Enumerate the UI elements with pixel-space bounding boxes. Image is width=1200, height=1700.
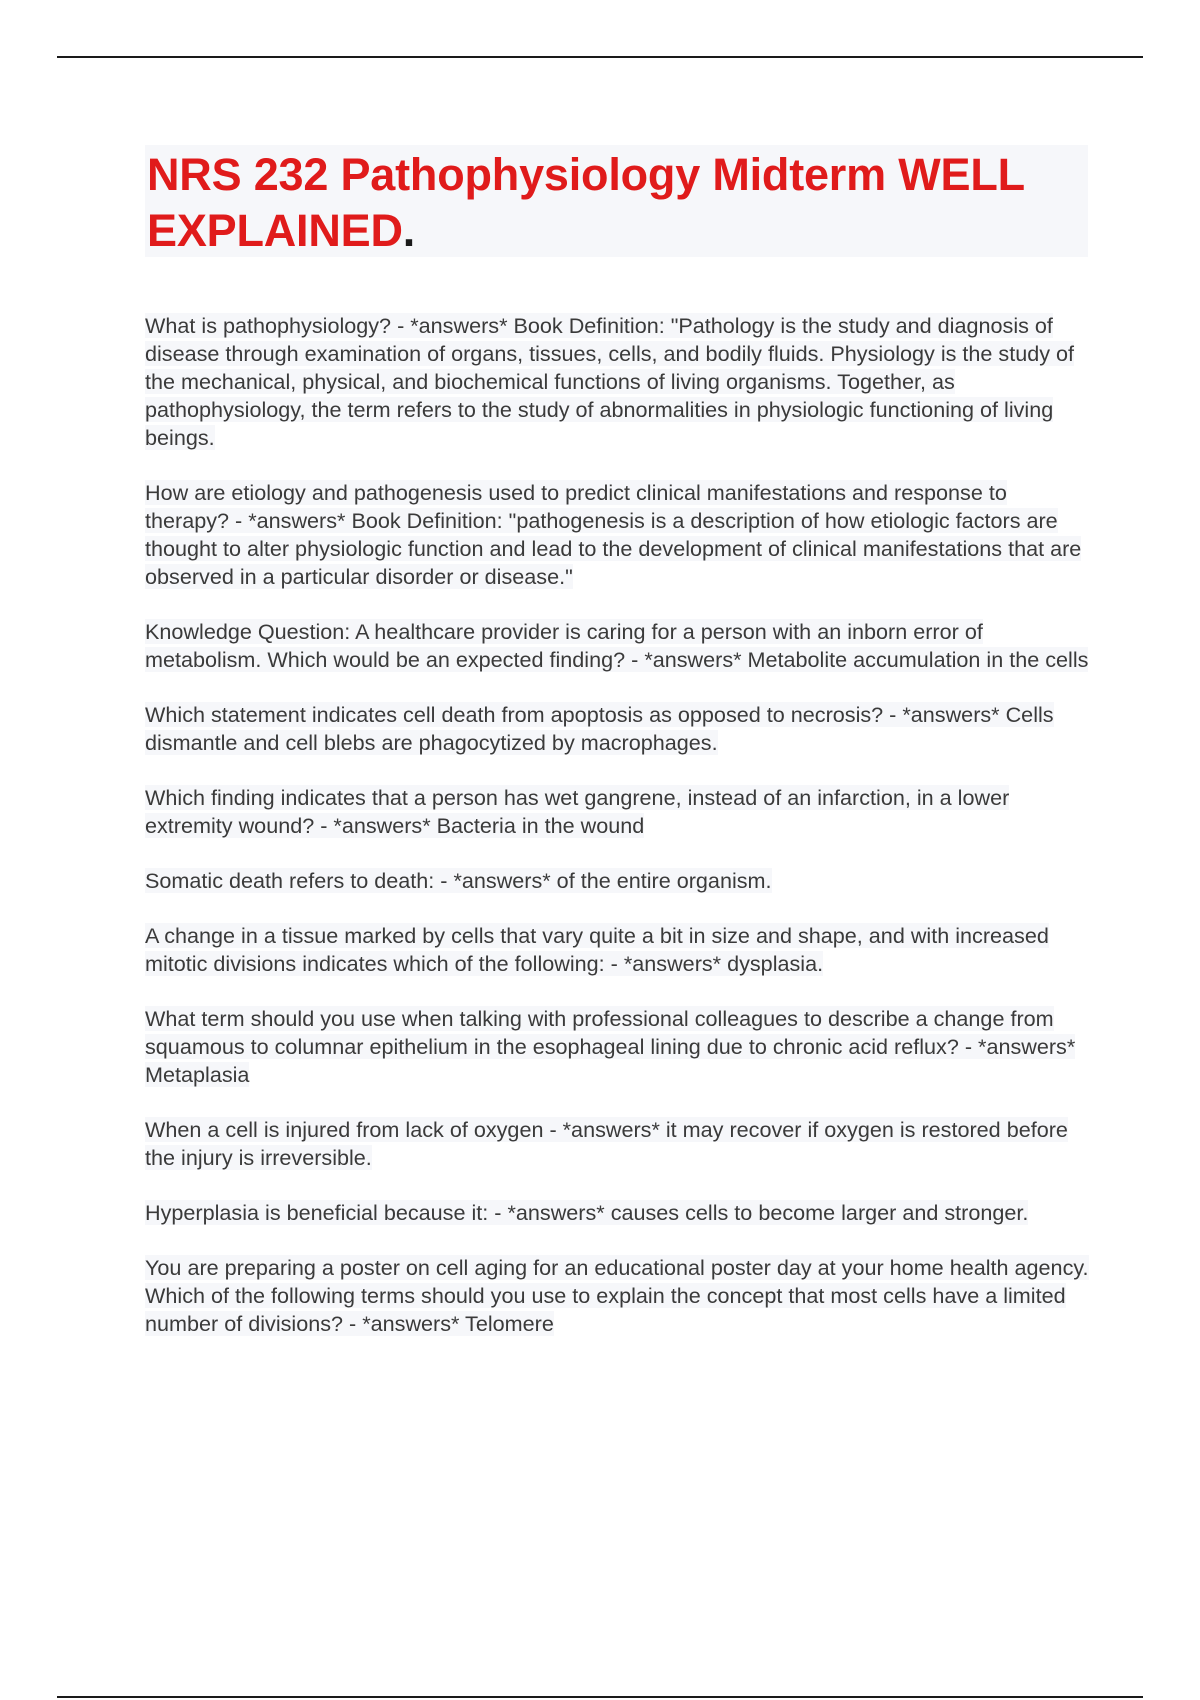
document-title-text: NRS 232 Pathophysiology Midterm WELL EXPLAINED	[147, 149, 1025, 256]
qa-item	[145, 784, 1090, 840]
qa-item	[145, 312, 1090, 452]
qa-item	[145, 701, 1090, 757]
qa-item	[145, 1254, 1090, 1338]
qa-item-text: Hyperplasia is beneficial because it: - *answers* causes cells to become larger and stronger.	[145, 1200, 1029, 1225]
qa-item	[145, 1116, 1090, 1172]
document-title	[147, 147, 1086, 259]
qa-list	[145, 312, 1090, 1365]
qa-item-text: When a cell is injured from lack of oxygen - *answers* it may recover if oxygen is restored before the injury is irreversible.	[145, 1117, 1068, 1170]
qa-item-text: Which finding indicates that a person has wet gangrene, instead of an infarction, in a lower extremity wound? - *answers* Bacteria in the wound	[145, 785, 1010, 838]
bottom-rule	[57, 1696, 1143, 1698]
document-title-period: .	[402, 205, 416, 256]
qa-item	[145, 1199, 1090, 1227]
top-rule	[57, 56, 1143, 58]
qa-item	[145, 922, 1090, 978]
qa-item-text: What is pathophysiology? - *answers* Book Definition: "Pathology is the study and diagnosis of disease through examination of organs, tissues, cells, and bodily fluids. Physiology is the study of the mechanical, physical, and biochemical functions of living organisms. Together, as pathophysiology, the term refers to the study of abnormalities in physiologic functioning of living beings.	[145, 313, 1075, 450]
qa-item-text: Somatic death refers to death: - *answers* of the entire organism.	[145, 868, 772, 893]
qa-item	[145, 1005, 1090, 1089]
qa-item	[145, 618, 1090, 674]
qa-item-text: What term should you use when talking with professional colleagues to describe a change from squamous to columnar epithelium in the esophageal lining due to chronic acid reflux? - *answers* Metaplasia	[145, 1006, 1076, 1087]
qa-item-text: How are etiology and pathogenesis used to predict clinical manifestations and response to therapy? - *answers* Book Definition: "pathogenesis is a description of how etiologic factors are thought to alter physiologic function and lead to the development of clinical manifestations that are observed in a particular disorder or disease."	[145, 480, 1082, 589]
title-block	[145, 145, 1088, 257]
qa-item-text: You are preparing a poster on cell aging for an educational poster day at your home health agency. Which of the following terms should you use to explain the concept that most cells have a limited number of divisions? - *answers* Telomere	[145, 1255, 1089, 1336]
qa-item	[145, 867, 1090, 895]
qa-item	[145, 479, 1090, 591]
qa-item-text: A change in a tissue marked by cells that vary quite a bit in size and shape, and with increased mitotic divisions indicates which of the following: - *answers* dysplasia.	[145, 923, 1049, 976]
qa-item-text: Which statement indicates cell death from apoptosis as opposed to necrosis? - *answers* Cells dismantle and cell blebs are phagocytized by macrophages.	[145, 702, 1054, 755]
qa-item-text: Knowledge Question: A healthcare provider is caring for a person with an inborn error of metabolism. Which would be an expected finding? - *answers* Metabolite accumulation in the cells	[145, 619, 1089, 672]
